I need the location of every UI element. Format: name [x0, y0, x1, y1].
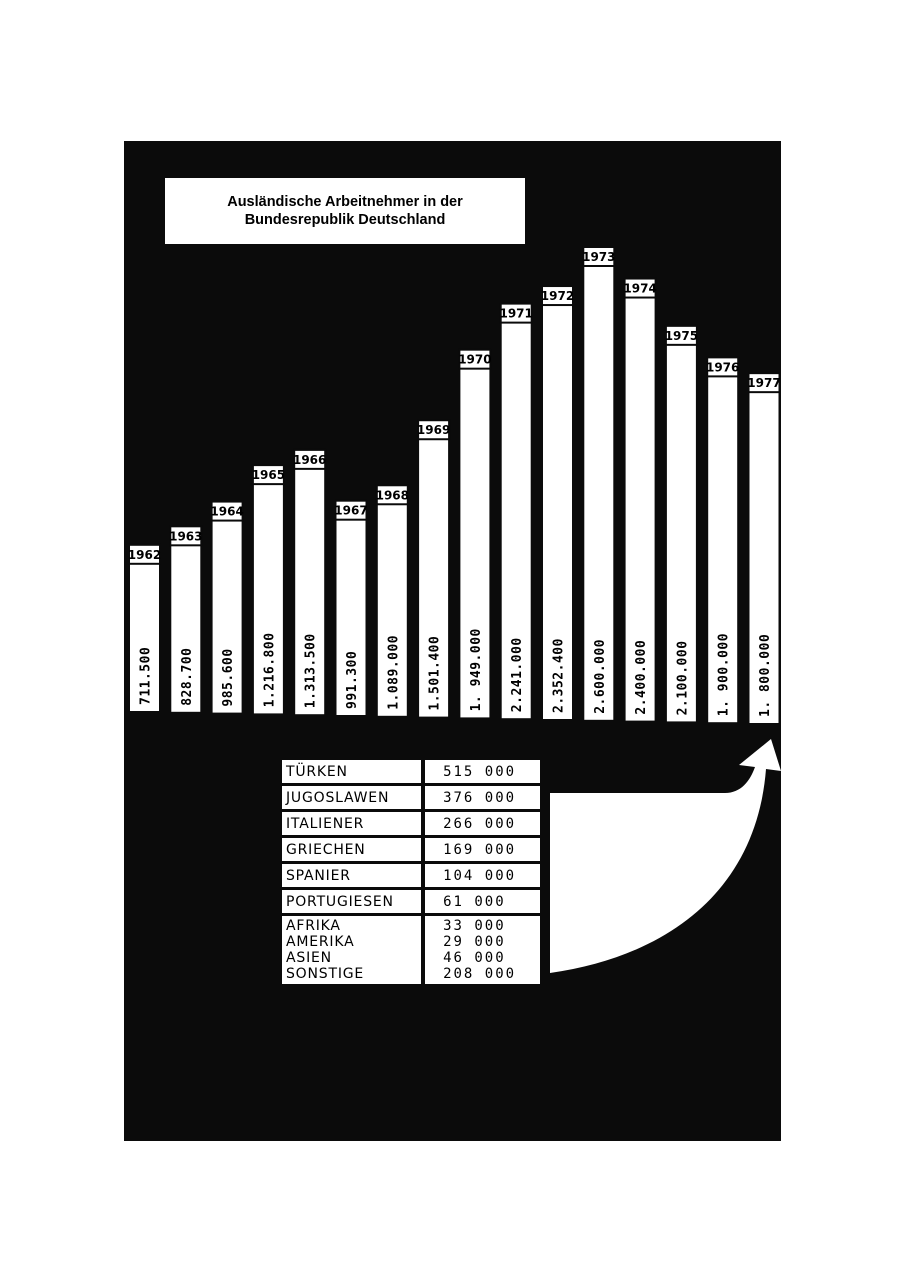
bar-value-label: 711.500: [138, 646, 154, 705]
bar-value-label: 2.352.400: [551, 638, 567, 713]
table-row: [282, 812, 540, 838]
bar-value-label: 1.501.400: [427, 635, 443, 711]
year-label: 1970: [458, 352, 492, 367]
bar-value-label: 1. 900.000: [716, 632, 732, 717]
table-row: [282, 864, 540, 890]
region-name: SONSTIGE: [286, 966, 365, 982]
nationality-name: JUGOSLAWEN: [282, 786, 421, 812]
nationality-value: 169 000: [421, 838, 540, 864]
bar-value-label: 828.700: [179, 647, 195, 706]
region-values-cell: [421, 916, 540, 987]
nationality-value: 61 000: [421, 890, 540, 916]
bar-value-label: 2.241.000: [510, 637, 526, 713]
region-value: 46 000: [443, 950, 506, 966]
year-label: 1967: [334, 503, 368, 518]
nationality-value: 376 000: [421, 786, 540, 812]
bar-value-label: 2.600.000: [592, 638, 608, 714]
bar-value-label: 1. 949.000: [468, 628, 484, 712]
bar-value-label: 985.600: [221, 648, 237, 707]
year-label: 1962: [127, 547, 162, 562]
bar-value-label: 1.313.500: [303, 633, 319, 709]
bar-value-label: 1. 800.000: [758, 633, 773, 717]
year-label: 1965: [251, 468, 286, 483]
year-label: 1971: [499, 306, 533, 321]
nationality-name: TÜRKEN: [282, 760, 421, 786]
year-label: 1968: [375, 488, 410, 503]
year-label: 1972: [540, 289, 575, 304]
bar-value-label: 2.100.000: [675, 640, 691, 716]
region-names-cell: [282, 916, 421, 987]
year-label: 1964: [210, 504, 244, 519]
year-label: 1966: [292, 452, 327, 467]
chart-title-line-1: Ausländische Arbeitnehmer in der: [227, 194, 463, 210]
region-value: 29 000: [443, 934, 506, 950]
year-label: 1975: [664, 328, 699, 343]
curved-arrow-shape: [545, 735, 781, 975]
bar-value-label: 1.089.000: [386, 634, 402, 710]
table-row: [282, 760, 540, 786]
region-name: ASIEN: [286, 950, 332, 966]
nationality-value: 266 000: [421, 812, 540, 838]
table-row: [282, 890, 540, 916]
region-name: AFRIKA: [286, 918, 341, 934]
region-name: AMERIKA: [286, 934, 355, 950]
year-label: 1977: [747, 376, 781, 391]
bar-value-label: 1.216.800: [262, 632, 278, 708]
chart-title-line-2: Bundesrepublik Deutschland: [244, 212, 446, 228]
nationality-name: PORTUGIESEN: [282, 890, 421, 916]
table-row: [282, 838, 540, 864]
year-label: 1963: [169, 529, 203, 544]
year-label: 1973: [582, 250, 616, 264]
nationality-name: ITALIENER: [282, 812, 421, 838]
table-row-group: [282, 916, 540, 987]
table-row: [282, 786, 540, 812]
nationality-name: SPANIER: [282, 864, 421, 890]
region-value: 33 000: [443, 918, 506, 934]
nationality-table: [282, 760, 540, 987]
year-label: 1976: [705, 360, 740, 375]
bar-value-label: 2.400.000: [634, 639, 650, 715]
chart-title-box: [165, 178, 525, 244]
nationality-name: GRIECHEN: [282, 838, 421, 864]
curved-arrow: [550, 739, 781, 973]
region-value: 208 000: [443, 966, 517, 982]
nationality-value: 515 000: [421, 760, 540, 786]
nationality-value: 104 000: [421, 864, 540, 890]
bar-value-label: 991.300: [345, 650, 360, 709]
year-label: 1974: [623, 281, 657, 296]
year-label: 1969: [416, 423, 451, 438]
